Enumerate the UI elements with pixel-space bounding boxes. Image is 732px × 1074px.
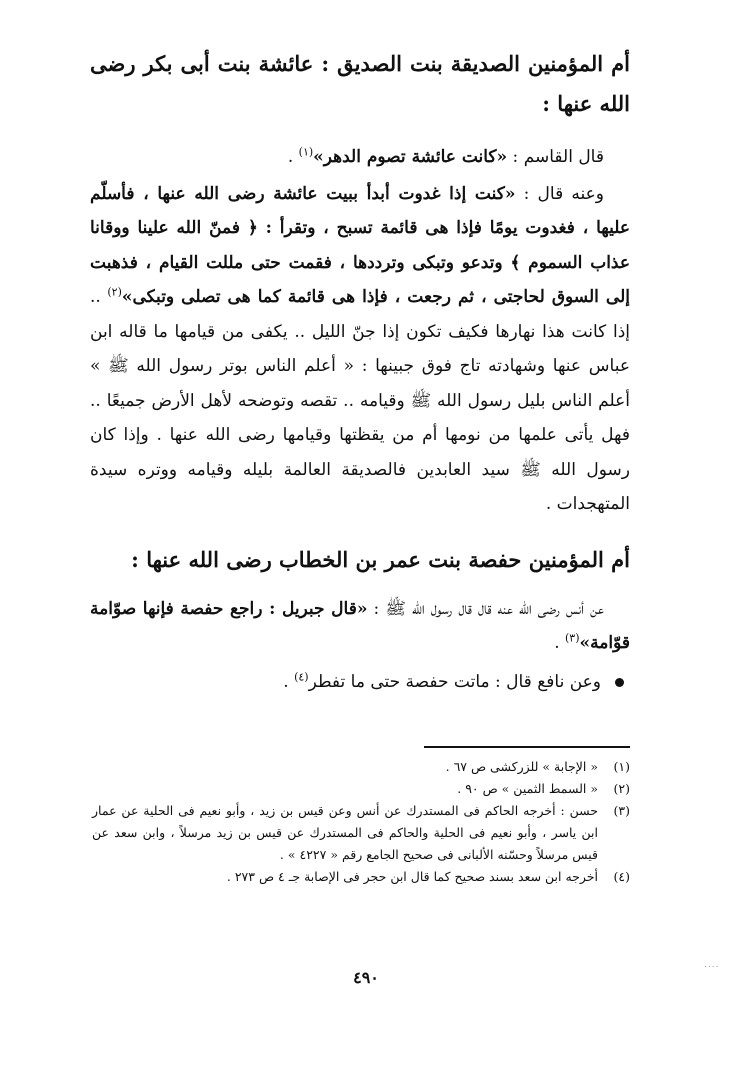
footnote-number: (١) xyxy=(613,759,630,774)
footnote-text: حسن : أخرجه الحاكم فى المستدرك عن أنس وعن قيس بن زيد ، وأبو نعيم فى الحلية عن عمار ابن ياسر ، وأبو نعيم فى الحلية والحاكم فى المستدرك عن قيس بن زيد مرسلاً ، وابن سعد عن قيس مرسلاً وحسّنه الألبانى فى صحيح الجامع رقم « ٤٢٢٧ » . xyxy=(92,803,598,862)
page-number: ٤٩٠ xyxy=(353,968,379,987)
bullet-item-nafi xyxy=(90,665,630,699)
quote-text: «كنت إذا غدوت أبدأ ببيت عائشة رضى الله عنها ، فأسلّم عليها ، فغدوت يومًا فإذا هى قائمة تسبح ، وتقرأ : ﴿ فمنّ الله علينا ووقانا عذاب السموم ﴾ وتدعو وتبكى وترددها ، فقمت حتى مللت القيام ، فذهبت إلى السوق لحاجتى ، ثم رجعت ، فإذا هى قائمة كما هى تصلى وتبكى» xyxy=(90,183,630,307)
paragraph-anas xyxy=(90,592,630,661)
footnote-ref[interactable]: (١) xyxy=(298,145,314,159)
paragraph-text: . xyxy=(283,671,295,692)
footnote-number: (٤) xyxy=(613,869,630,884)
quote-text: «قال جبريل : راجع حفصة فإنها صوّامة قوّامة» xyxy=(90,598,630,653)
footnote-number: (٢) xyxy=(613,781,630,796)
paragraph-text: وعن نافع قال : ماتت حفصة حتى ما تفطر xyxy=(308,671,601,692)
scan-margin-mark: .... xyxy=(704,960,720,970)
bullet-dot-icon xyxy=(615,678,624,687)
paragraph-text: . xyxy=(554,633,565,653)
footnote-text: أخرجه ابن سعد بسند صحيح كما قال ابن حجر فى الإصابة جـ ٤ ص ٢٧٣ . xyxy=(226,869,598,884)
footnote-number: (٣) xyxy=(613,803,630,818)
page-body xyxy=(90,44,630,699)
paragraph-qasim xyxy=(90,140,630,175)
footnote-ref[interactable]: (٢) xyxy=(107,285,122,299)
paragraph-text: قال القاسم : xyxy=(507,147,604,167)
section-heading-aisha: أم المؤمنين الصديقة بنت الصديق : عائشة بنت أبى بكر رضى الله عنها : xyxy=(90,51,630,116)
paragraph-text: عن أنس رضى الله عنه قال قال رسول الله ﷺ : xyxy=(367,598,604,619)
footnote-ref[interactable]: (٤) xyxy=(294,669,309,683)
footnote-divider xyxy=(424,746,630,748)
footnote-text: « السمط الثمين » ص ٩٠ . xyxy=(457,781,598,796)
paragraph-text: . xyxy=(287,147,299,167)
section-heading-hafsa: أم المؤمنين حفصة بنت عمر بن الخطاب رضى الله عنها : xyxy=(131,546,630,572)
footnote-item xyxy=(92,866,630,888)
paragraph-aisha-night-prayer xyxy=(90,177,630,522)
footnote-item xyxy=(92,756,630,778)
footnote-item xyxy=(92,800,630,866)
footnote-text: « الإجابة » للزركشى ص ٦٧ . xyxy=(445,759,598,774)
footnote-ref[interactable]: (٣) xyxy=(565,631,580,645)
footnote-item xyxy=(92,778,630,800)
paragraph-text: وعنه قال : xyxy=(515,183,604,204)
footnotes xyxy=(92,756,630,888)
paragraph-text: .. إذا كانت هذا نهارها فكيف تكون إذا جنّ الليل .. يكفى من قيامها ما قاله ابن عباس عنها وشهادته تاج فوق جبينها : « أعلم الناس بوتر رسول الله ﷺ » أعلم الناس بليل رسول الله ﷺ وقيامه .. تقصه وتوضحه لأهل الأرض جميعًا .. فهل يأتى علمها من نومها أم من يقظتها وقيامها رضى الله عنها . وإذا كان رسول الله ﷺ سيد العابدين فالصديقة العالمة بليله وقيامه ووتره سيدة المتهجدات . xyxy=(90,287,630,514)
quote-text: «كانت عائشة تصوم الدهر» xyxy=(313,147,508,167)
